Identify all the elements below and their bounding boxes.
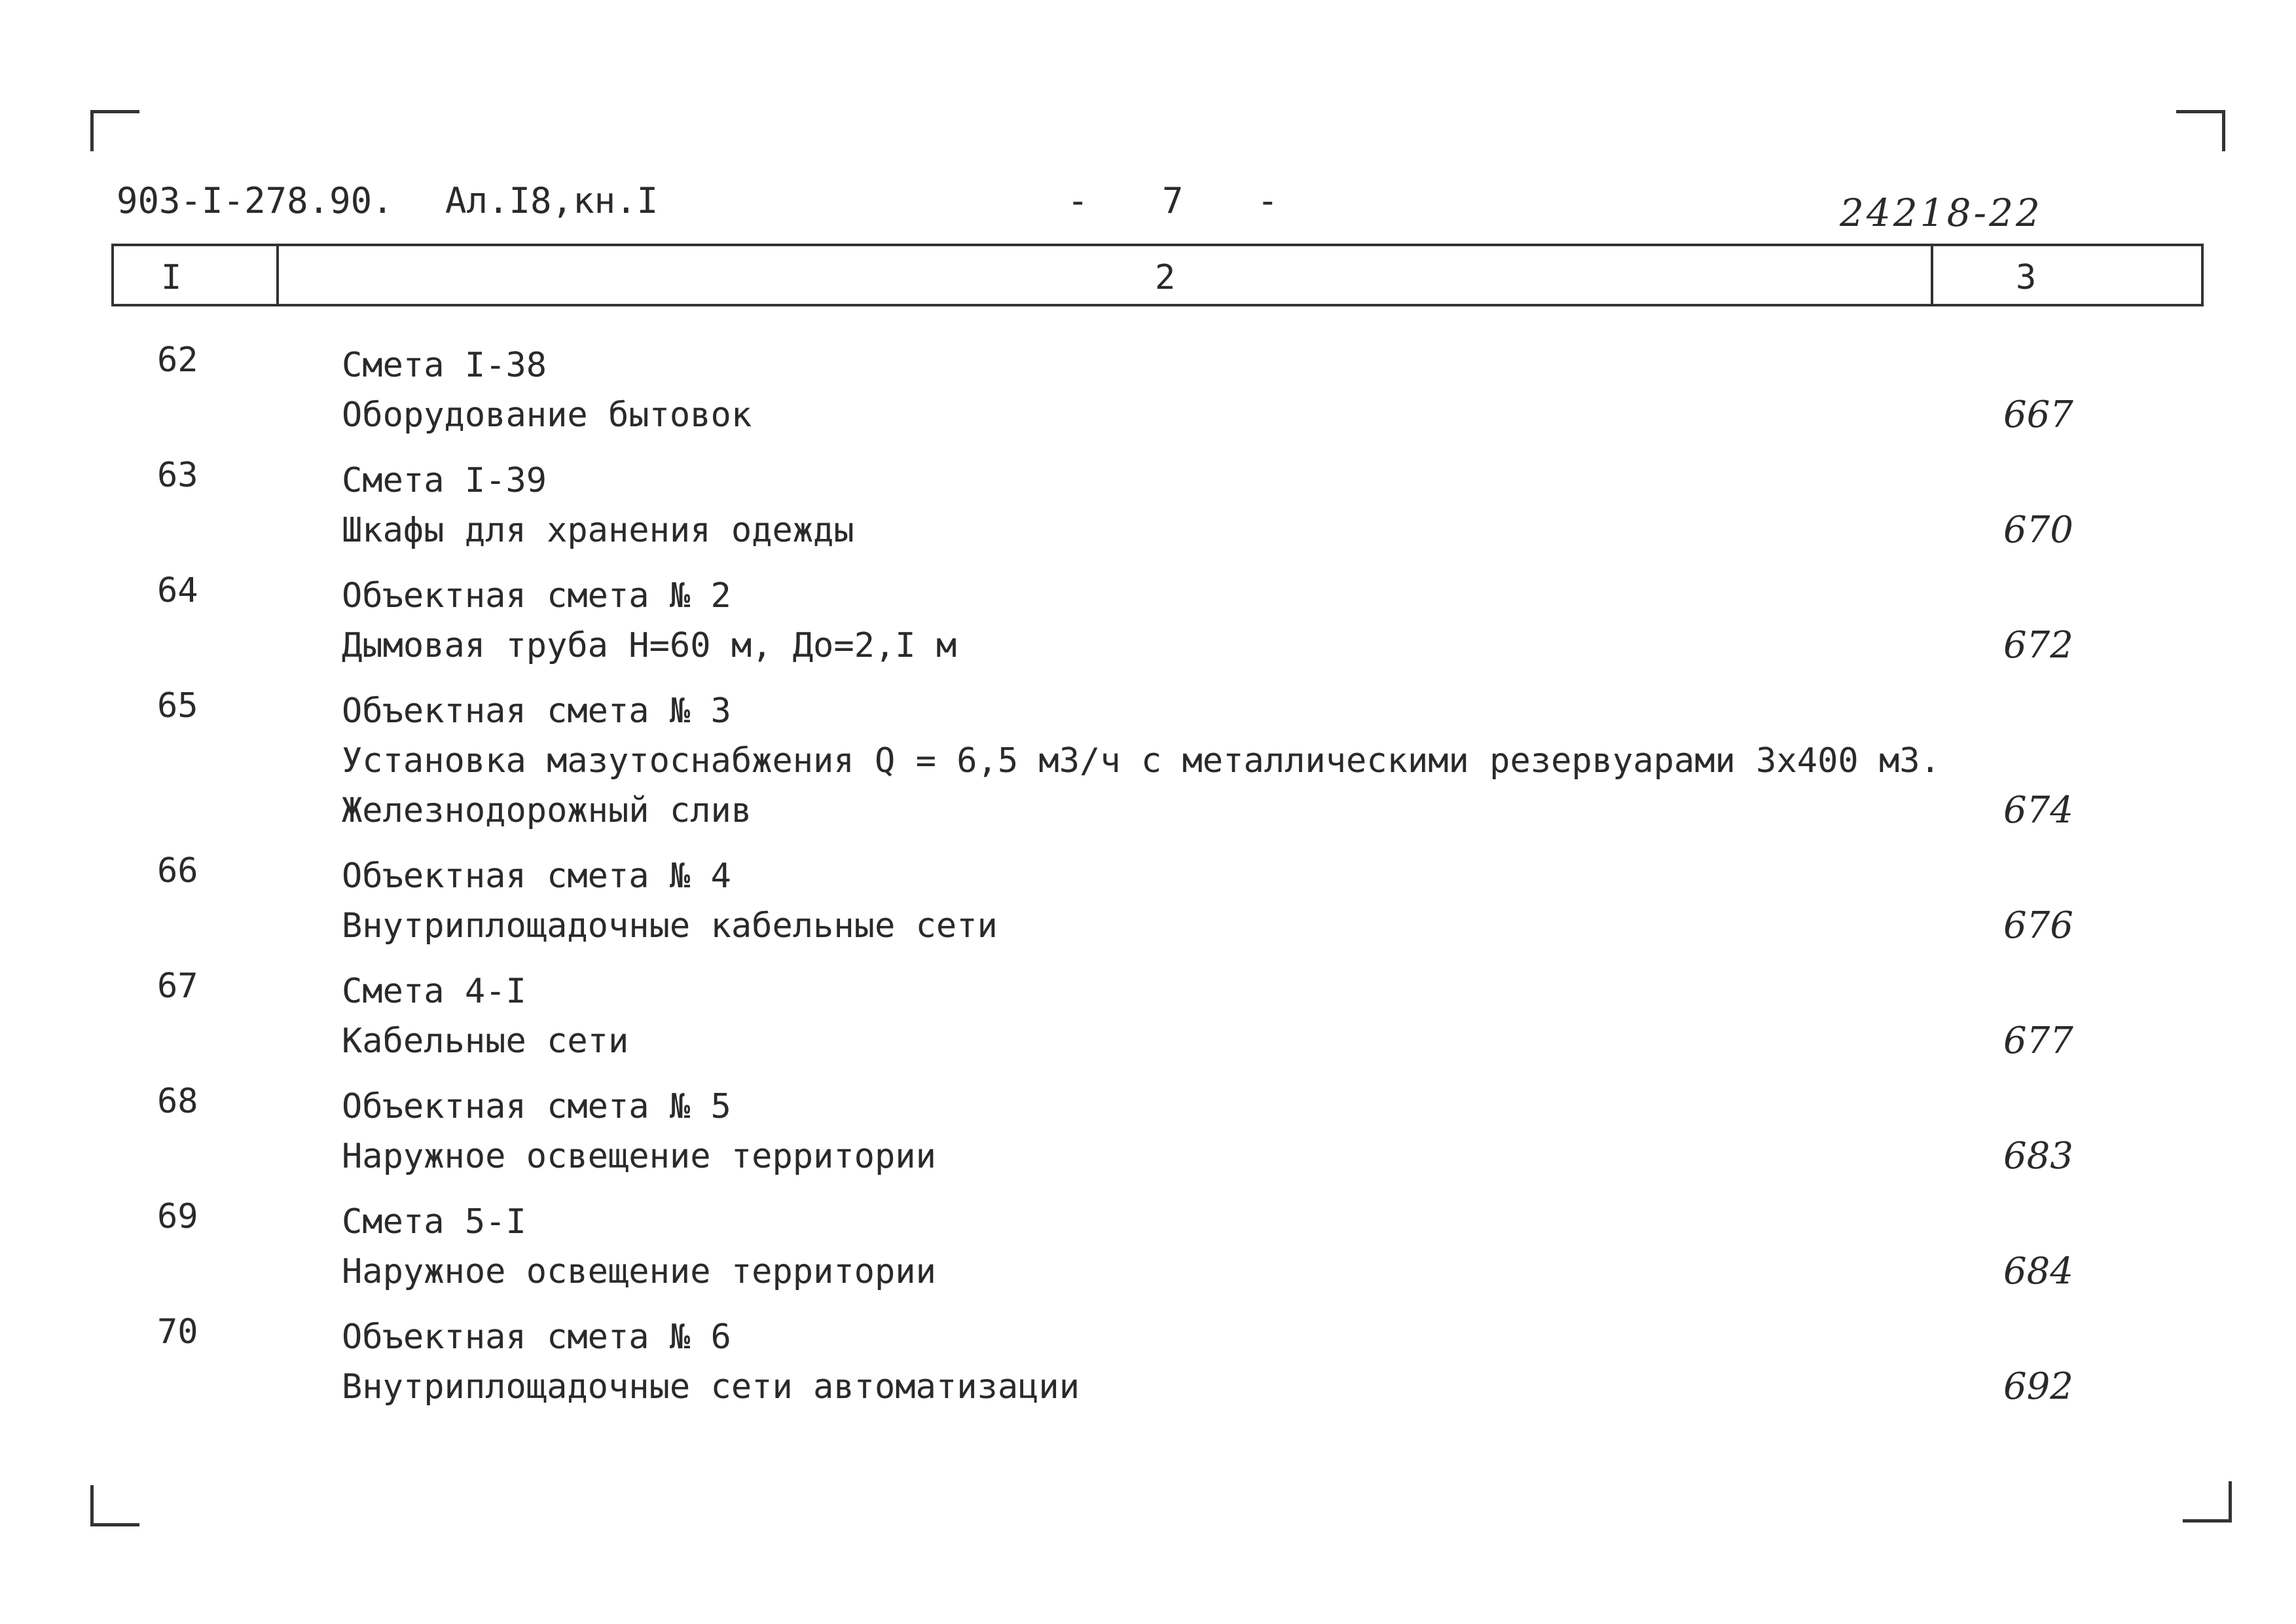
- corner-mark-top-left: [90, 110, 139, 151]
- estimate-description: Железнодорожный слив: [342, 791, 752, 830]
- contents-list: [0, 341, 2296, 1428]
- album-reference: Ал.I8,кн.I: [445, 180, 659, 221]
- estimate-name: Смета 4-I: [342, 972, 526, 1011]
- estimate-name: Смета I-39: [342, 461, 547, 500]
- row-number: 63: [157, 456, 198, 495]
- estimate-name: Смета I-38: [342, 346, 547, 385]
- estimate-name: Объектная смета № 5: [342, 1087, 731, 1126]
- row-title: [342, 341, 752, 440]
- table-row: [0, 1312, 2296, 1428]
- page-number: - 7 -: [1067, 180, 1305, 221]
- page-reference: 677: [2003, 1020, 2073, 1062]
- row-title: [342, 1082, 936, 1181]
- row-number: 64: [157, 571, 198, 610]
- page-reference: 672: [2003, 624, 2073, 667]
- corner-mark-bottom-left: [90, 1485, 139, 1526]
- estimate-description: Шкафы для хранения одежды: [342, 511, 854, 550]
- page-reference: 670: [2003, 509, 2073, 551]
- column-divider: [276, 246, 279, 304]
- column-label-2: 2: [1155, 258, 1176, 297]
- row-number: 68: [157, 1082, 198, 1121]
- page-reference: 674: [2003, 789, 2073, 832]
- estimate-description: Установка мазутоснабжения Q = 6,5 м3/ч с металлическими резервуарами 3х400 м3.: [342, 741, 1941, 781]
- column-header: [111, 244, 2204, 306]
- row-title: [342, 686, 1941, 836]
- estimate-description: Кабельные сети: [342, 1022, 629, 1061]
- row-title: [342, 1197, 936, 1297]
- table-row: [0, 1197, 2296, 1312]
- estimate-description: Оборудование бытовок: [342, 396, 752, 435]
- table-row: [0, 851, 2296, 967]
- row-title: [342, 1312, 1080, 1412]
- page-reference: 692: [2003, 1365, 2073, 1408]
- estimate-name: Объектная смета № 4: [342, 857, 731, 896]
- page-reference: 676: [2003, 904, 2073, 947]
- row-number: 62: [157, 341, 198, 380]
- page-reference: 683: [2003, 1135, 2073, 1177]
- inventory-number: 24218-22: [1840, 191, 2043, 235]
- table-row: [0, 1082, 2296, 1197]
- row-number: 67: [157, 967, 198, 1006]
- document-code: 903-I-278.90.: [117, 180, 393, 221]
- table-row: [0, 967, 2296, 1082]
- row-number: 69: [157, 1197, 198, 1236]
- column-label-3: 3: [2016, 258, 2037, 297]
- estimate-description: Дымовая труба Н=60 м, До=2,I м: [342, 626, 957, 665]
- column-label-1: I: [161, 258, 182, 297]
- row-title: [342, 456, 854, 555]
- row-number: 65: [157, 686, 198, 726]
- table-row: [0, 571, 2296, 686]
- table-row: [0, 341, 2296, 456]
- estimate-description: Внутриплощадочные кабельные сети: [342, 906, 998, 946]
- table-row: [0, 686, 2296, 851]
- row-title: [342, 851, 998, 951]
- page-reference: 684: [2003, 1250, 2073, 1293]
- row-title: [342, 571, 957, 671]
- row-number: 70: [157, 1312, 198, 1352]
- estimate-name: Смета 5-I: [342, 1202, 526, 1242]
- estimate-description: Внутриплощадочные сети автоматизации: [342, 1367, 1080, 1407]
- estimate-name: Объектная смета № 6: [342, 1318, 731, 1357]
- corner-mark-bottom-right: [2183, 1481, 2232, 1522]
- estimate-description: Наружное освещение территории: [342, 1252, 936, 1291]
- estimate-name: Объектная смета № 2: [342, 576, 731, 616]
- row-number: 66: [157, 851, 198, 891]
- page-reference: 667: [2003, 394, 2073, 436]
- corner-mark-top-right: [2176, 110, 2225, 151]
- column-divider: [1931, 246, 1933, 304]
- estimate-description: Наружное освещение территории: [342, 1137, 936, 1176]
- row-title: [342, 967, 629, 1066]
- table-row: [0, 456, 2296, 571]
- estimate-name: Объектная смета № 3: [342, 692, 731, 731]
